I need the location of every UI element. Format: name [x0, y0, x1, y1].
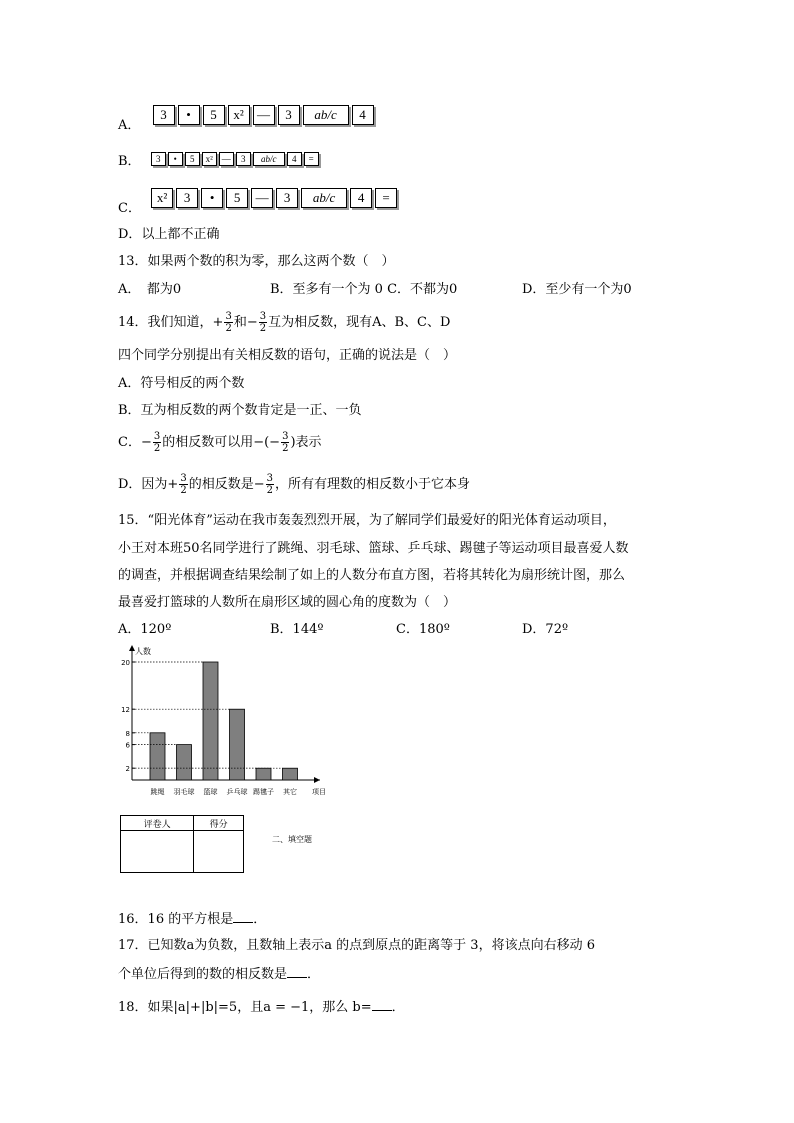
y-tick-label: 2 — [125, 765, 130, 774]
y-tick-label: 12 — [121, 706, 130, 715]
q15-options — [118, 621, 568, 639]
q15-option-a: A．120º — [118, 622, 172, 637]
q15-option-b: B．144º — [270, 622, 324, 637]
grader-header: 评卷人 — [121, 816, 194, 831]
calc-key: x² — [202, 152, 217, 166]
fraction: $\frac{3}{2}$ — [266, 473, 273, 496]
option-letter: B． — [118, 154, 141, 169]
calc-key: 5 — [203, 105, 225, 125]
option-text: 的相反数可以用−(− — [162, 435, 281, 450]
q16-text: 16．16 的平方根是 — [118, 912, 234, 927]
fraction: $\frac{3}{2}$ — [153, 431, 161, 454]
answer-blank — [233, 910, 253, 923]
bar — [203, 662, 218, 780]
option-letter: A． — [118, 117, 141, 133]
option-text: 以上都不正确 — [141, 227, 220, 242]
calc-key: 4 — [352, 105, 374, 125]
key-sequence-b — [151, 152, 319, 166]
x-tick-label: 羽毛球 — [173, 788, 195, 796]
x-tick-label: 踢毽子 — [253, 788, 274, 796]
histogram-chart — [110, 642, 340, 802]
y-tick-label: 20 — [121, 659, 130, 667]
q12-option-c — [118, 188, 397, 216]
q15-line: 小王对本班50名同学进行了跳绳、羽毛球、篮球、乒乓球、踢毽子等运动项目最喜爱人数 — [118, 541, 629, 556]
y-tick-label: 6 — [125, 741, 130, 750]
calc-key: 3 — [176, 188, 198, 208]
option-letter: C． — [118, 200, 141, 216]
calc-key: 3 — [153, 105, 175, 125]
q13-options — [118, 281, 632, 299]
answer-blank — [372, 998, 392, 1011]
q14-stem-line2: 四个同学分别提出有关相反数的语句，正确的说法是（ ） — [118, 348, 457, 363]
q16-tail: ． — [253, 912, 267, 927]
calc-key: 3 — [151, 152, 166, 166]
q16 — [118, 910, 266, 929]
q14-option-a: A．符号相反的两个数 — [118, 376, 245, 391]
q15-option-d: D．72º — [522, 622, 569, 637]
calc-key: 5 — [226, 188, 248, 208]
calc-key: = — [304, 152, 319, 166]
fraction: $\frac{3}{2}$ — [180, 473, 187, 496]
q12-option-d — [118, 226, 219, 244]
q15-option-c: C．180º — [396, 622, 450, 637]
calc-key: 3 — [276, 188, 298, 208]
score-cell — [194, 831, 244, 873]
x-tick-label: 其它 — [283, 788, 297, 796]
bar — [150, 733, 165, 780]
answer-blank — [287, 965, 307, 978]
q18 — [118, 998, 405, 1017]
calc-key: — — [253, 105, 275, 125]
q14-stem — [118, 310, 450, 336]
q17-line2 — [118, 965, 320, 984]
bar — [177, 745, 192, 780]
calc-key: • — [201, 188, 223, 208]
option-text: )表示 — [290, 435, 322, 450]
calc-key: 4 — [287, 152, 302, 166]
y-axis-label: 人数 — [135, 647, 151, 656]
calc-key: 3 — [236, 152, 251, 166]
fraction: $\frac{3}{2}$ — [282, 431, 289, 454]
bar — [230, 709, 245, 780]
bar — [283, 768, 298, 780]
key-sequence-c — [151, 188, 397, 208]
fraction: $\frac{3}{2}$ — [259, 311, 267, 334]
q15-line: 的调查，并根据调查结果绘制了如上的人数分布直方图，若将其转化为扇形统计图，那么 — [118, 568, 626, 583]
fraction: $\frac{3}{2}$ — [225, 311, 232, 334]
q17-line1: 17．已知数a为负数，且数轴上表示a 的点到原点的距离等于 3，将该点向右移动 6 — [118, 938, 595, 953]
calc-key: ab/c — [301, 188, 347, 208]
q14-option-b: B．互为相反数的两个数肯定是一正、一负 — [118, 403, 362, 418]
calc-key: • — [178, 105, 200, 125]
q17-tail: ． — [307, 967, 321, 982]
q18-tail: ． — [391, 1000, 405, 1015]
calc-key: = — [375, 188, 397, 208]
option-text: 的相反数是− — [188, 477, 265, 492]
y-tick-label: 8 — [125, 729, 130, 738]
x-tick-label: 乒乓球 — [226, 788, 248, 796]
calc-key: 3 — [278, 105, 300, 125]
option-text: D．因为+ — [118, 477, 179, 492]
grading-table — [120, 815, 244, 873]
q14-option-d — [118, 472, 470, 498]
calc-key: 4 — [350, 188, 372, 208]
calc-key: 5 — [185, 152, 200, 166]
q18-text: 18．如果|a|+|b|=5，且a = −1，那么 b= — [118, 1000, 372, 1015]
section-label: 二、填空题 — [272, 835, 312, 844]
q15-line: 最喜爱打篮球的人数所在扇形区域的圆心角的度数为（ ） — [118, 595, 457, 610]
x-axis-label: 项目 — [312, 788, 326, 796]
q12-option-a — [118, 105, 374, 133]
calc-key: x² — [151, 188, 173, 208]
q13-option-a: A． 都为0 — [118, 282, 182, 297]
q14-stem-part: 互为相反数，现有A、B、C、D — [268, 315, 451, 330]
option-text: ，所有有理数的相反数小于它本身 — [274, 477, 470, 492]
calc-key: — — [219, 152, 234, 166]
q13-option-bc: B．至多有一个为 0 C．不都为0 — [270, 282, 458, 297]
q12-option-b — [118, 150, 319, 168]
calc-key: — — [251, 188, 273, 208]
q13-option-d: D．至少有一个为0 — [522, 282, 632, 297]
q14-stem-part: 14．我们知道，+ — [118, 315, 224, 330]
q15-line: 15．“阳光体育”运动在我市轰轰烈烈开展，为了解同学们最爱好的阳光体育运动项目， — [118, 513, 616, 528]
calc-key: ab/c — [303, 105, 349, 125]
calc-key: ab/c — [253, 152, 285, 166]
option-text: C．− — [118, 435, 152, 450]
score-header: 得分 — [194, 816, 244, 831]
q14-option-c — [118, 430, 322, 456]
calc-key: • — [168, 152, 183, 166]
option-letter: D． — [118, 227, 142, 242]
x-tick-label: 跳绳 — [150, 788, 165, 796]
bar — [256, 768, 271, 780]
q13-stem: 13．如果两个数的积为零，那么这两个数（ ） — [118, 254, 395, 269]
q17-text: 个单位后得到的数的相反数是 — [118, 967, 288, 982]
calc-key: x² — [228, 105, 250, 125]
x-tick-label: 篮球 — [203, 788, 218, 796]
x-axis-arrow — [314, 777, 320, 783]
key-sequence-a — [153, 105, 374, 125]
grader-cell — [121, 831, 194, 873]
q14-stem-part: 和− — [233, 315, 258, 330]
